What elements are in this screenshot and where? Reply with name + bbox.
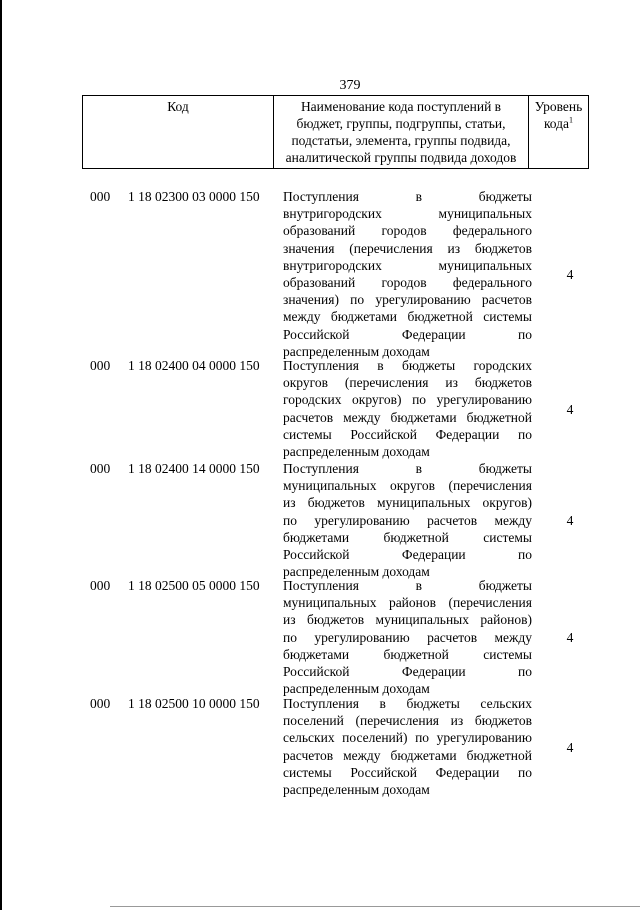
income-name-cell xyxy=(283,357,532,460)
income-name-cell xyxy=(283,460,532,580)
income-name-line: распределенным доходам xyxy=(283,443,430,459)
scan-edge-bottom xyxy=(110,906,640,907)
header-level-cell xyxy=(529,96,589,169)
header-level-line xyxy=(533,115,584,132)
income-name-line: распределенным доходам xyxy=(283,564,430,580)
table-row xyxy=(0,460,640,580)
income-name-line: внутригородских муниципальных xyxy=(283,257,532,273)
income-code-cell: 1 18 02500 05 0000 150 xyxy=(128,578,260,593)
table-row xyxy=(0,577,640,697)
income-name-line: Российской Федерации по xyxy=(283,663,532,679)
income-name-line: Поступления в бюджеты xyxy=(283,578,532,593)
income-name-line: распределенным доходам xyxy=(283,681,430,697)
income-name-line: муниципальных районов (перечисления xyxy=(283,595,532,611)
income-name-line: Российской Федерации по xyxy=(283,326,532,342)
income-code-cell: 1 18 02400 14 0000 150 xyxy=(128,461,260,476)
income-name-line: Поступления в бюджеты городских xyxy=(283,358,532,373)
header-name-line: Наименование кода поступлений в xyxy=(300,99,502,114)
income-name-line: расчетов между бюджетами бюджетной xyxy=(283,409,532,425)
income-name-line: бюджетами бюджетной системы xyxy=(283,529,532,545)
income-name-line: городских округов) по урегулированию xyxy=(283,392,532,408)
income-name-line: значения) по урегулированию расчетов xyxy=(283,292,532,308)
income-name-line: Поступления в бюджеты сельских xyxy=(283,696,532,711)
income-name-line: образований городов федерального xyxy=(283,223,532,239)
page-number: 379 xyxy=(339,78,361,93)
level-cell: 4 xyxy=(566,740,574,755)
admin-code-cell: 000 xyxy=(90,461,111,476)
income-name-line: между бюджетами бюджетной системы xyxy=(283,309,532,325)
income-name-line: распределенным доходам xyxy=(283,343,430,359)
level-cell: 4 xyxy=(566,402,574,417)
level-cell: 4 xyxy=(566,630,574,645)
income-name-line: внутригородских муниципальных xyxy=(283,206,532,222)
income-name-line: поселений (перечисления из бюджетов xyxy=(283,713,532,729)
income-name-line: по урегулированию расчетов между xyxy=(283,512,532,528)
income-name-cell xyxy=(283,695,532,798)
table-header xyxy=(82,95,589,169)
income-name-line: из бюджетов муниципальных округов) xyxy=(283,495,532,511)
table-row xyxy=(0,188,640,360)
income-name-cell xyxy=(283,577,532,697)
income-name-line: системы Российской Федерации по xyxy=(283,426,532,442)
income-name-line: образований городов федерального xyxy=(283,274,532,290)
table-row xyxy=(0,357,640,460)
income-code-cell: 1 18 02500 10 0000 150 xyxy=(128,696,260,711)
income-name-line: из бюджетов муниципальных районов) xyxy=(283,612,532,628)
header-level-line: Уровень xyxy=(534,99,583,114)
income-name-line: Поступления в бюджеты xyxy=(283,461,532,476)
income-code-cell: 1 18 02400 04 0000 150 xyxy=(128,358,260,373)
level-cell: 4 xyxy=(566,267,574,282)
header-name-line: подстатьи, элемента, группы подвида, xyxy=(291,133,511,148)
income-name-line: значения (перечисления из бюджетов xyxy=(283,240,532,256)
income-code-cell: 1 18 02300 03 0000 150 xyxy=(128,189,260,204)
income-name-line: распределенным доходам xyxy=(283,781,430,797)
income-name-line: бюджетами бюджетной системы xyxy=(283,646,532,662)
header-code-cell: Код xyxy=(83,96,274,169)
income-name-line: муниципальных округов (перечисления xyxy=(283,478,532,494)
income-name-line: расчетов между бюджетами бюджетной xyxy=(283,747,532,763)
income-name-line: Поступления в бюджеты xyxy=(283,189,532,204)
admin-code-cell: 000 xyxy=(90,578,111,593)
header-level-text: кода xyxy=(543,116,570,131)
income-name-cell xyxy=(283,188,532,360)
header-name-cell xyxy=(274,96,529,169)
admin-code-cell: 000 xyxy=(90,358,111,373)
footnote-marker: 1 xyxy=(569,115,574,125)
header-name-line: аналитической группы подвида доходов xyxy=(285,150,517,165)
income-name-line: сельских поселений) по урегулированию xyxy=(283,730,532,746)
admin-code-cell: 000 xyxy=(90,696,111,711)
level-cell: 4 xyxy=(566,513,574,528)
income-name-line: Российской Федерации по xyxy=(283,546,532,562)
income-name-line: по урегулированию расчетов между xyxy=(283,629,532,645)
income-name-line: системы Российской Федерации по xyxy=(283,764,532,780)
table-row xyxy=(0,695,640,798)
income-name-line: округов (перечисления из бюджетов xyxy=(283,375,532,391)
header-name-line: бюджет, группы, подгруппы, статьи, xyxy=(296,116,506,131)
admin-code-cell: 000 xyxy=(90,189,111,204)
